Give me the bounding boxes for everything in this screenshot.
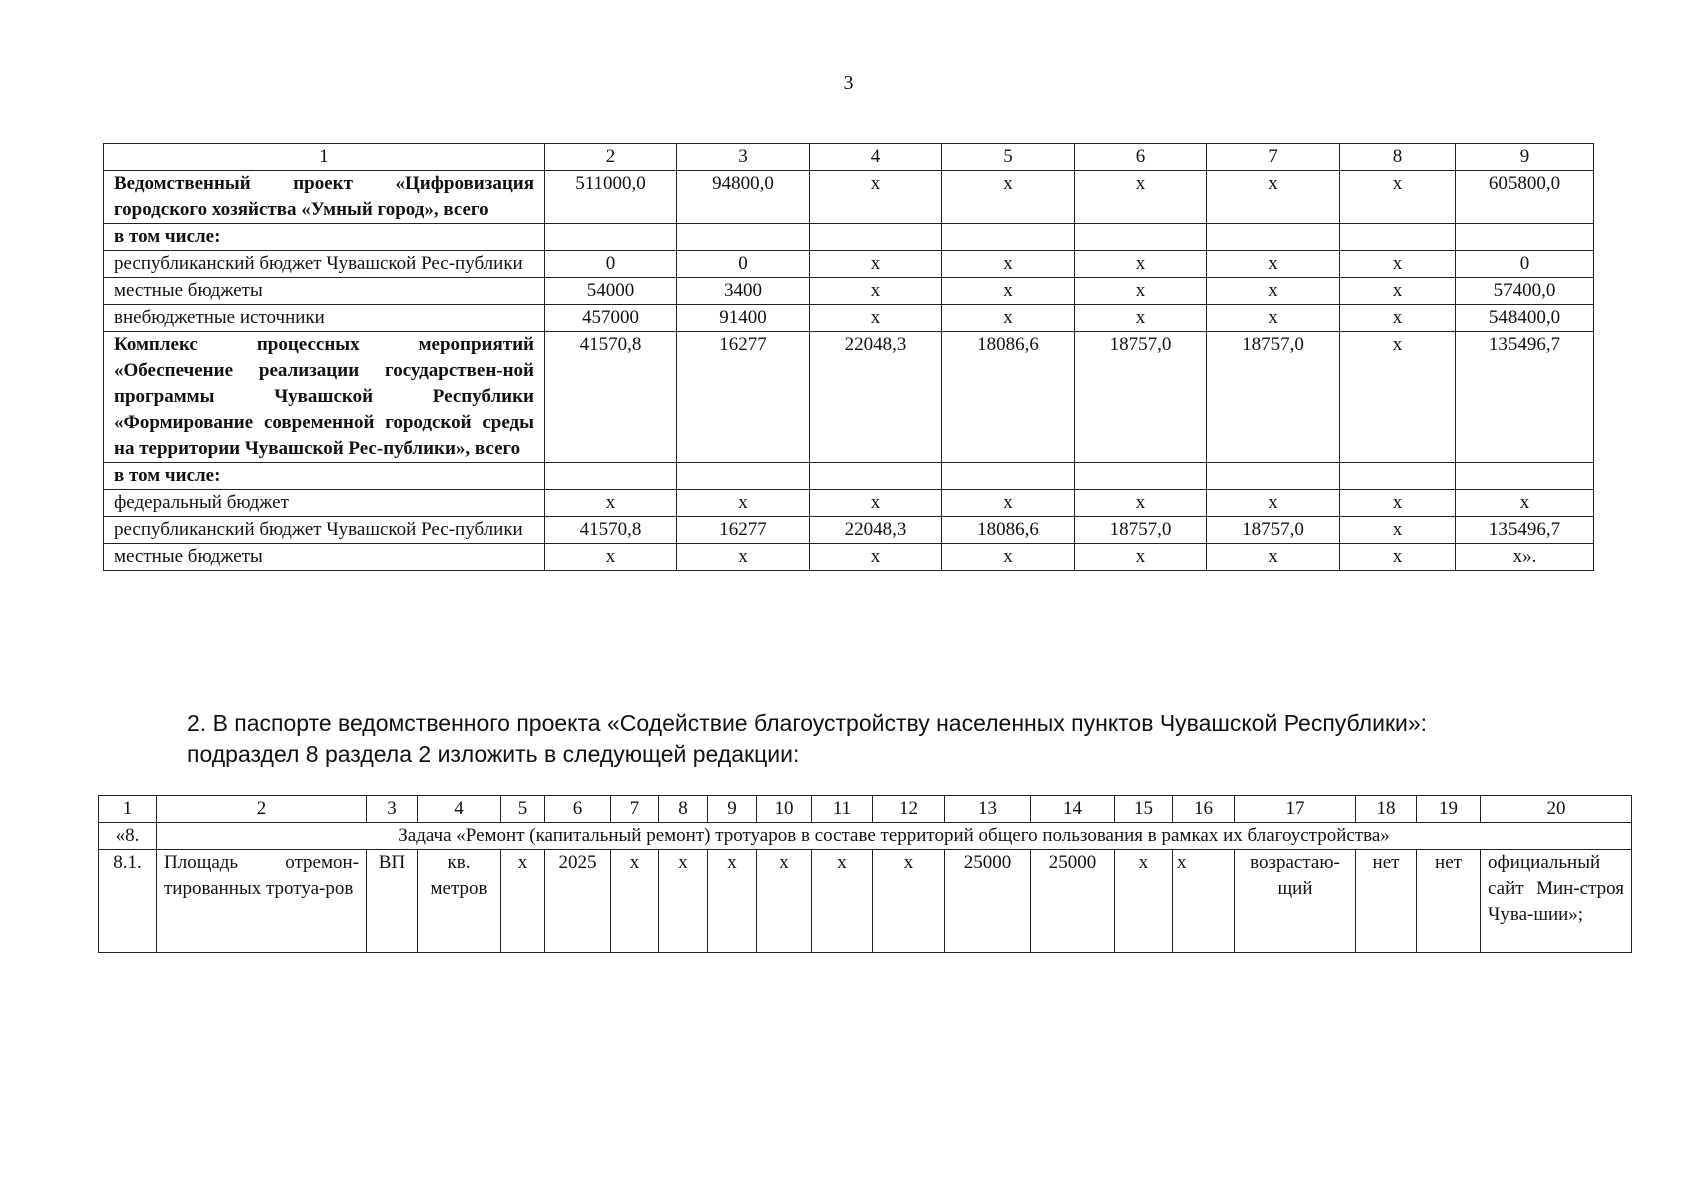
value-cell xyxy=(1456,224,1594,251)
value-cell: х xyxy=(942,490,1075,517)
value-cell: 18086,6 xyxy=(942,332,1075,463)
value-cell: х xyxy=(1340,544,1456,571)
value-cell: х xyxy=(545,544,677,571)
indicator-cell: нет xyxy=(1417,850,1481,953)
value-cell: 548400,0 xyxy=(1456,305,1594,332)
column-number: 2 xyxy=(157,796,367,823)
table-row xyxy=(104,544,1594,571)
value-cell: х xyxy=(1207,490,1340,517)
column-number: 6 xyxy=(1075,144,1207,171)
value-cell: х xyxy=(1075,171,1207,224)
column-number: 3 xyxy=(677,144,810,171)
indicator-cell: официальный сайт Мин-строя Чува-шии»; xyxy=(1481,850,1632,953)
column-number: 1 xyxy=(104,144,545,171)
value-cell: 41570,8 xyxy=(545,517,677,544)
task-row xyxy=(99,823,1632,850)
value-cell xyxy=(677,224,810,251)
value-cell: х xyxy=(1207,305,1340,332)
value-cell: 0 xyxy=(545,251,677,278)
amendment-paragraph xyxy=(187,708,1627,770)
value-cell: х». xyxy=(1456,544,1594,571)
row-label: местные бюджеты xyxy=(104,544,545,571)
column-number: 10 xyxy=(757,796,812,823)
value-cell: х xyxy=(942,171,1075,224)
column-number: 13 xyxy=(945,796,1031,823)
value-cell: х xyxy=(1340,305,1456,332)
column-number: 8 xyxy=(1340,144,1456,171)
column-number: 5 xyxy=(501,796,545,823)
value-cell: 511000,0 xyxy=(545,171,677,224)
column-number: 15 xyxy=(1115,796,1173,823)
indicator-cell: х xyxy=(501,850,545,953)
value-cell: х xyxy=(1456,490,1594,517)
indicator-cell: ВП xyxy=(367,850,418,953)
value-cell xyxy=(545,463,677,490)
column-number: 3 xyxy=(367,796,418,823)
value-cell: х xyxy=(810,171,942,224)
column-number: 19 xyxy=(1417,796,1481,823)
value-cell: х xyxy=(1075,278,1207,305)
value-cell: 91400 xyxy=(677,305,810,332)
value-cell xyxy=(810,463,942,490)
row-label: внебюджетные источники xyxy=(104,305,545,332)
value-cell: х xyxy=(1207,251,1340,278)
funding-table xyxy=(103,143,1594,571)
value-cell: 18757,0 xyxy=(1075,517,1207,544)
value-cell: х xyxy=(1075,251,1207,278)
value-cell: 457000 xyxy=(545,305,677,332)
indicator-cell: 8.1. xyxy=(99,850,157,953)
column-number: 11 xyxy=(812,796,873,823)
value-cell: 22048,3 xyxy=(810,517,942,544)
row-label: республиканский бюджет Чувашской Рес-публики xyxy=(104,517,545,544)
value-cell: 18086,6 xyxy=(942,517,1075,544)
indicator-cell: нет xyxy=(1356,850,1417,953)
value-cell xyxy=(1456,463,1594,490)
value-cell: х xyxy=(545,490,677,517)
task-title: Задача «Ремонт (капитальный ремонт) тротуаров в составе территорий общего пользования в рамках их благоустройства» xyxy=(157,823,1632,850)
indicator-cell: х xyxy=(1115,850,1173,953)
value-cell: х xyxy=(810,278,942,305)
row-label: в том числе: xyxy=(104,224,545,251)
paragraph-line-2: подраздел 8 раздела 2 изложить в следующей редакции: xyxy=(187,741,800,767)
table-row xyxy=(104,463,1594,490)
value-cell xyxy=(1207,463,1340,490)
value-cell: 18757,0 xyxy=(1207,332,1340,463)
value-cell: х xyxy=(942,251,1075,278)
value-cell: х xyxy=(1340,251,1456,278)
table-header-row xyxy=(99,796,1632,823)
value-cell: х xyxy=(1207,544,1340,571)
page-number: 3 xyxy=(843,72,854,94)
value-cell: х xyxy=(1340,490,1456,517)
table-row xyxy=(104,171,1594,224)
table-row xyxy=(104,332,1594,463)
value-cell: х xyxy=(1340,171,1456,224)
value-cell: х xyxy=(810,490,942,517)
column-number: 4 xyxy=(418,796,501,823)
indicator-cell: х xyxy=(812,850,873,953)
value-cell: 135496,7 xyxy=(1456,517,1594,544)
value-cell: 0 xyxy=(1456,251,1594,278)
table-row xyxy=(104,517,1594,544)
value-cell: х xyxy=(677,490,810,517)
table-row xyxy=(104,490,1594,517)
column-number: 5 xyxy=(942,144,1075,171)
indicator-cell: х xyxy=(757,850,812,953)
indicator-cell: 2025 xyxy=(545,850,611,953)
value-cell: х xyxy=(810,305,942,332)
column-number: 7 xyxy=(1207,144,1340,171)
column-number: 6 xyxy=(545,796,611,823)
row-label: Ведомственный проект «Цифровизация городского хозяйства «Умный город», всего xyxy=(104,171,545,224)
value-cell: 3400 xyxy=(677,278,810,305)
value-cell: 22048,3 xyxy=(810,332,942,463)
indicator-cell: Площадь отремон-тированных тротуа-ров xyxy=(157,850,367,953)
value-cell: 16277 xyxy=(677,517,810,544)
value-cell xyxy=(545,224,677,251)
column-number: 14 xyxy=(1031,796,1115,823)
value-cell: х xyxy=(1340,278,1456,305)
indicator-cell: х xyxy=(873,850,945,953)
indicators-table xyxy=(98,795,1632,953)
indicator-cell: 25000 xyxy=(1031,850,1115,953)
value-cell: 135496,7 xyxy=(1456,332,1594,463)
value-cell xyxy=(942,463,1075,490)
column-number: 20 xyxy=(1481,796,1632,823)
value-cell: х xyxy=(1207,171,1340,224)
value-cell: 41570,8 xyxy=(545,332,677,463)
value-cell: х xyxy=(942,278,1075,305)
row-label: в том числе: xyxy=(104,463,545,490)
value-cell: х xyxy=(1340,517,1456,544)
row-label: федеральный бюджет xyxy=(104,490,545,517)
value-cell: х xyxy=(1207,278,1340,305)
value-cell: х xyxy=(1075,544,1207,571)
task-number: «8. xyxy=(99,823,157,850)
indicator-row xyxy=(99,850,1632,953)
value-cell: 57400,0 xyxy=(1456,278,1594,305)
column-number: 17 xyxy=(1235,796,1356,823)
row-label: местные бюджеты xyxy=(104,278,545,305)
value-cell: 605800,0 xyxy=(1456,171,1594,224)
value-cell xyxy=(1075,224,1207,251)
indicator-cell: х xyxy=(708,850,757,953)
column-number: 9 xyxy=(708,796,757,823)
value-cell xyxy=(1340,463,1456,490)
value-cell: х xyxy=(810,251,942,278)
value-cell: 16277 xyxy=(677,332,810,463)
value-cell xyxy=(810,224,942,251)
table-header-row xyxy=(104,144,1594,171)
value-cell: х xyxy=(1075,305,1207,332)
column-number: 4 xyxy=(810,144,942,171)
value-cell xyxy=(677,463,810,490)
value-cell xyxy=(1340,224,1456,251)
indicator-cell: х xyxy=(1173,850,1235,953)
value-cell xyxy=(1075,463,1207,490)
indicator-cell: возрастаю-щий xyxy=(1235,850,1356,953)
column-number: 18 xyxy=(1356,796,1417,823)
column-number: 2 xyxy=(545,144,677,171)
value-cell: 94800,0 xyxy=(677,171,810,224)
column-number: 9 xyxy=(1456,144,1594,171)
indicator-cell: 25000 xyxy=(945,850,1031,953)
value-cell: х xyxy=(942,544,1075,571)
table-row xyxy=(104,251,1594,278)
value-cell: х xyxy=(942,305,1075,332)
column-number: 8 xyxy=(659,796,708,823)
value-cell xyxy=(1207,224,1340,251)
row-label: республиканский бюджет Чувашской Рес-публики xyxy=(104,251,545,278)
value-cell xyxy=(942,224,1075,251)
paragraph-line-1: 2. В паспорте ведомственного проекта «Содействие благоустройству населенных пунктов Чувашской Республики»: xyxy=(187,710,1428,736)
indicator-cell: х xyxy=(611,850,659,953)
column-number: 16 xyxy=(1173,796,1235,823)
value-cell: х xyxy=(1075,490,1207,517)
value-cell: х xyxy=(1340,332,1456,463)
value-cell: 18757,0 xyxy=(1075,332,1207,463)
column-number: 7 xyxy=(611,796,659,823)
table-row xyxy=(104,305,1594,332)
row-label: Комплекс процессных мероприятий «Обеспечение реализации государствен-ной программы Чувашской Республики «Формирование современной городской среды на территории Чувашской Рес-публики», всего xyxy=(104,332,545,463)
value-cell: 18757,0 xyxy=(1207,517,1340,544)
indicator-cell: х xyxy=(659,850,708,953)
value-cell: 0 xyxy=(677,251,810,278)
value-cell: х xyxy=(677,544,810,571)
column-number: 1 xyxy=(99,796,157,823)
table-row xyxy=(104,224,1594,251)
value-cell: 54000 xyxy=(545,278,677,305)
indicator-cell: кв. метров xyxy=(418,850,501,953)
column-number: 12 xyxy=(873,796,945,823)
table-row xyxy=(104,278,1594,305)
value-cell: х xyxy=(810,544,942,571)
